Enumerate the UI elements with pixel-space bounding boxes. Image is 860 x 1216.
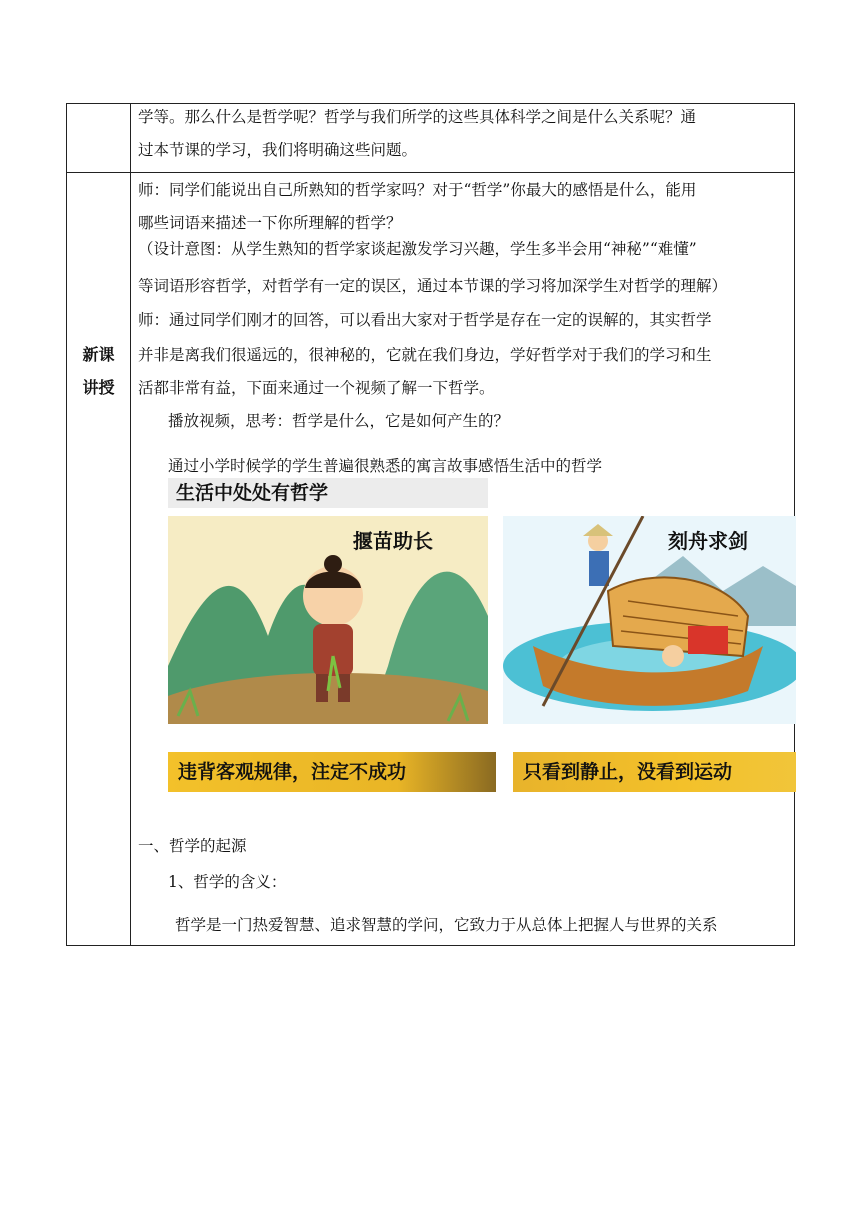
paragraph-line-1: 师：同学们能说出自己所熟知的哲学家吗？对于“哲学”你最大的感悟是什么，能用 xyxy=(138,181,697,199)
seedling-pulling-illustration xyxy=(168,516,488,724)
top-cell-line-2: 过本节课的学习，我们将明确这些问题。 xyxy=(138,141,418,159)
paragraph-line-5: 师：通过同学们刚才的回答，可以看出大家对于哲学是存在一定的误解的，其实哲学 xyxy=(138,311,712,329)
column-divider xyxy=(130,104,131,945)
paragraph-line-4: 等词语形容哲学，对哲学有一定的误区，通过本节课的学习将加深学生对哲学的理解） xyxy=(138,277,728,295)
paragraph-line-6: 并非是离我们很遥远的，很神秘的，它就在我们身边，学好哲学对于我们的学习和生 xyxy=(138,346,712,364)
figure-title: 生活中处处有哲学 xyxy=(168,478,488,508)
left-caption: 违背客观规律，注定不成功 xyxy=(168,752,496,792)
row-divider xyxy=(67,172,794,173)
left-image-title: 揠苗助长 xyxy=(353,529,433,553)
right-image-title: 刻舟求剑 xyxy=(668,529,748,553)
row-label-line-2: 讲授 xyxy=(82,378,115,397)
definition-text: 哲学是一门热爱智慧、追求智慧的学问，它致力于从总体上把握人与世界的关系 xyxy=(175,916,718,934)
section-heading: 一、哲学的起源 xyxy=(138,837,247,855)
story-image-right xyxy=(503,516,796,724)
subsection-heading: 1、哲学的含义： xyxy=(168,873,287,891)
paragraph-line-9: 通过小学时候学的学生普遍很熟悉的寓言故事感悟生活中的哲学 xyxy=(168,457,603,475)
paragraph-line-7: 活都非常有益，下面来通过一个视频了解一下哲学。 xyxy=(138,379,495,397)
marking-boat-illustration xyxy=(503,516,796,724)
paragraph-line-3: （设计意图：从学生熟知的哲学家谈起激发学习兴趣，学生多半会用“神秘”“难懂” xyxy=(138,240,697,258)
story-image-left xyxy=(168,516,488,724)
paragraph-line-2: 哪些词语来描述一下你所理解的哲学？ xyxy=(138,214,402,232)
right-caption: 只看到静止，没看到运动 xyxy=(513,752,796,792)
top-cell-line-1: 学等。那么什么是哲学呢？哲学与我们所学的这些具体科学之间是什么关系呢？通 xyxy=(138,108,697,126)
paragraph-line-8: 播放视频，思考：哲学是什么，它是如何产生的？ xyxy=(168,412,510,430)
row-label-line-1: 新课 xyxy=(82,345,115,364)
lesson-table xyxy=(66,103,795,946)
